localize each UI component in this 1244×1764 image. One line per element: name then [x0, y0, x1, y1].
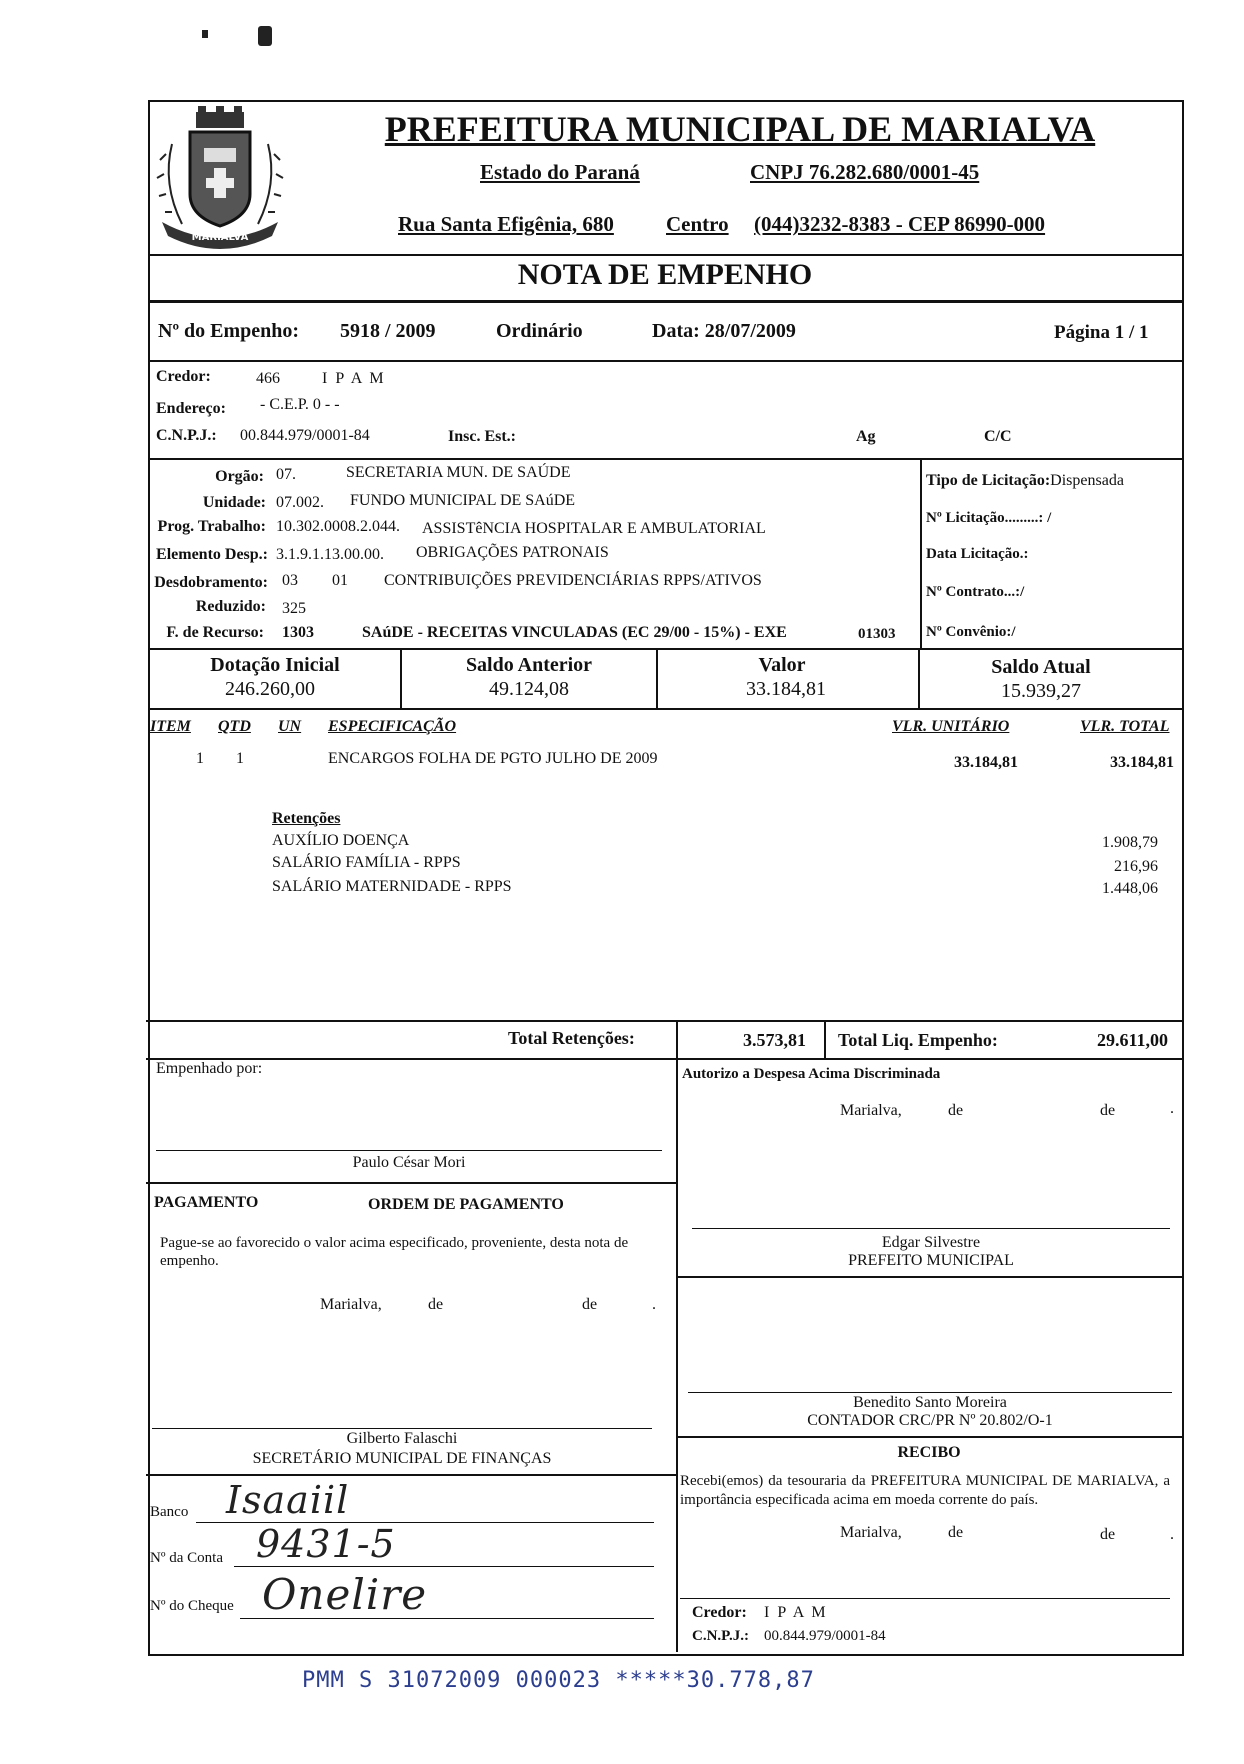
svg-text:MARIALVA: MARIALVA	[191, 232, 249, 243]
unidade-label: Unidade:	[202, 494, 266, 511]
tipo-licitacao-label	[926, 472, 1124, 490]
autorizo-date-de-1: de	[948, 1102, 964, 1119]
endereco-value: - C.E.P. 0 - -	[260, 396, 340, 413]
recibo-date-city: Marialva,	[840, 1524, 902, 1541]
unidade-code: 07.002.	[276, 494, 324, 511]
prefeito-name: Edgar Silvestre	[881, 1234, 981, 1251]
empenhado-name: Paulo César Mori	[352, 1154, 466, 1171]
prefeito-title: PREFEITO MUNICIPAL	[848, 1252, 1014, 1269]
empenho-number: 5918 / 2009	[340, 320, 436, 342]
recibo-text: Recebi(emos) da tesouraria da PREFEITURA MUNICIPAL DE MARIALVA, a importância especificada acima em moeda corrente do país.	[680, 1473, 1170, 1508]
scan-mark	[202, 30, 208, 38]
machine-stamp: PMM S 31072009 000023 *****30.778,87	[302, 1668, 815, 1693]
credor-cnpj-label: C.N.P.J.:	[156, 427, 217, 444]
retencao-value: 1.908,79	[1102, 834, 1158, 851]
saldo-atual-value: 15.939,27	[1001, 680, 1081, 702]
orgao-desc: SECRETARIA MUN. DE SAÚDE	[346, 464, 571, 481]
ag-label: Ag	[856, 428, 876, 445]
recurso-desc: SAúDE - RECEITAS VINCULADAS (EC 29/00 - 15%) - EXE	[362, 624, 787, 641]
cheque-label: Nº do Cheque	[150, 1598, 234, 1614]
prog-desc: ASSISTêNCIA HOSPITALAR E AMBULATORIAL	[422, 520, 766, 537]
page-number: Página 1 / 1	[1054, 322, 1149, 343]
dotacao-value: 246.260,00	[225, 678, 315, 700]
recibo-date-de-2: de	[1100, 1526, 1116, 1543]
reduzido-label: Reduzido:	[195, 598, 266, 615]
retencao-value: 216,96	[1114, 858, 1158, 875]
credor-label: Credor:	[156, 368, 211, 385]
desdob-code-2: 01	[332, 572, 348, 589]
data-licitacao: Data Licitação.:	[926, 546, 1029, 562]
total-liq-label: Total Liq. Empenho:	[838, 1030, 998, 1050]
orgao-code: 07.	[276, 466, 296, 483]
desdob-label: Desdobramento:	[154, 574, 268, 591]
recibo-date-de-1: de	[948, 1524, 964, 1541]
col-item: ITEM	[150, 718, 191, 735]
empenho-date: Data: 28/07/2009	[652, 320, 796, 342]
recibo-cnpj-label: C.N.P.J.:	[692, 1628, 749, 1644]
pagamento-date-de-1: de	[428, 1296, 444, 1313]
conta-handwriting: 9431-5	[256, 1522, 396, 1566]
desdob-desc: CONTRIBUIÇÕES PREVIDENCIÁRIAS RPPS/ATIVOS	[384, 572, 762, 589]
retencao-label: AUXÍLIO DOENÇA	[272, 832, 410, 849]
address: Rua Santa Efigênia, 680	[398, 212, 614, 236]
document-title: NOTA DE EMPENHO	[517, 258, 813, 291]
credor-code: 466	[256, 370, 280, 387]
autorizo-date-dot: .	[1170, 1100, 1174, 1117]
saldo-anterior-value: 49.124,08	[489, 678, 569, 700]
dotacao-label: Dotação Inicial	[210, 654, 340, 676]
coat-of-arms-icon	[152, 104, 288, 254]
recibo-date-dot: .	[1170, 1526, 1174, 1543]
desdob-code-1: 03	[282, 572, 298, 589]
prog-label: Prog. Trabalho:	[157, 518, 266, 535]
valor-label: Valor	[758, 654, 806, 676]
pague-text: Pague-se ao favorecido o valor acima especificado, proveniente, desta nota de empenho.	[160, 1235, 629, 1269]
recibo-credor-label: Credor:	[692, 1604, 747, 1621]
item-number: 1	[196, 750, 204, 767]
autorizo-date-city: Marialva,	[840, 1102, 902, 1119]
recibo-cnpj-value: 00.844.979/0001-84	[764, 1628, 886, 1644]
tipo-licitacao-value: Dispensada	[1050, 472, 1124, 489]
saldo-anterior-label: Saldo Anterior	[465, 654, 593, 676]
contador-name: Benedito Santo Moreira	[853, 1394, 1007, 1411]
conta-label: Nº da Conta	[150, 1550, 223, 1566]
empenho-label: Nº do Empenho:	[158, 320, 300, 342]
orgao-label: Orgão:	[215, 468, 264, 485]
retencao-label: SALÁRIO MATERNIDADE - RPPS	[272, 878, 512, 895]
banco-label: Banco	[150, 1504, 189, 1520]
prog-code: 10.302.0008.2.044.	[276, 518, 400, 535]
cc-label: C/C	[984, 428, 1012, 445]
saldo-atual-label: Saldo Atual	[991, 656, 1091, 678]
credor-name: I P A M	[322, 370, 386, 387]
total-retencoes-label: Total Retenções:	[508, 1028, 635, 1048]
reduzido-value: 325	[282, 600, 306, 617]
col-un: UN	[278, 718, 302, 735]
item-total: 33.184,81	[1110, 754, 1174, 771]
recibo-credor-value: I P A M	[764, 1604, 828, 1621]
empenho-type: Ordinário	[496, 320, 583, 342]
recurso-label: F. de Recurso:	[166, 624, 264, 641]
state-name: Estado do Paraná	[480, 160, 640, 184]
pagamento-date-dot: .	[652, 1296, 656, 1313]
item-unit: 33.184,81	[954, 754, 1018, 771]
col-vlr-total: VLR. TOTAL	[1080, 718, 1170, 735]
retencao-label: SALÁRIO FAMÍLIA - RPPS	[272, 854, 461, 871]
elem-label: Elemento Desp.:	[156, 546, 268, 563]
recurso-code: 1303	[282, 624, 314, 641]
municipality-title: PREFEITURA MUNICIPAL DE MARIALVA	[384, 109, 1096, 149]
pagamento-label: PAGAMENTO	[154, 1194, 259, 1211]
col-vlr-unitario: VLR. UNITÁRIO	[892, 718, 1010, 735]
item-qtd: 1	[236, 750, 244, 767]
recibo-title: RECIBO	[897, 1444, 961, 1461]
autorizo-label: Autorizo a Despesa Acima Discriminada	[682, 1066, 941, 1082]
retencoes-title: Retenções	[272, 810, 341, 827]
ordem-pagamento-label: ORDEM DE PAGAMENTO	[368, 1196, 564, 1213]
numero-convenio: Nº Convênio:/	[926, 624, 1016, 640]
unidade-desc: FUNDO MUNICIPAL DE SAúDE	[350, 492, 576, 509]
municipality-cnpj: CNPJ 76.282.680/0001-45	[750, 160, 980, 184]
elem-code: 3.1.9.1.13.00.00.	[276, 546, 384, 563]
phone-cep: (044)3232-8383 - CEP 86990-000	[754, 212, 1046, 236]
credor-cnpj: 00.844.979/0001-84	[240, 427, 370, 444]
insc-est-label: Insc. Est.:	[448, 428, 517, 445]
pagamento-date-de-2: de	[582, 1296, 598, 1313]
banco-handwriting: Isaaiil	[226, 1478, 350, 1522]
valor-value: 33.184,81	[746, 678, 826, 700]
total-liq-value: 29.611,00	[1096, 1030, 1168, 1050]
autorizo-date-de-2: de	[1100, 1102, 1116, 1119]
contador-title: CONTADOR CRC/PR Nº 20.802/O-1	[807, 1412, 1053, 1429]
scan-mark	[258, 26, 272, 46]
elem-desc: OBRIGAÇÕES PATRONAIS	[416, 544, 609, 561]
pagamento-date-city: Marialva,	[320, 1296, 382, 1313]
item-desc: ENCARGOS FOLHA DE PGTO JULHO DE 2009	[328, 750, 658, 767]
secretario-title: SECRETÁRIO MUNICIPAL DE FINANÇAS	[252, 1450, 552, 1467]
recurso-code-2: 01303	[858, 626, 896, 642]
numero-contrato: Nº Contrato...:/	[926, 584, 1025, 600]
col-especificacao: ESPECIFICAÇÃO	[328, 718, 457, 735]
total-retencoes-value: 3.573,81	[743, 1030, 806, 1050]
retencao-value: 1.448,06	[1102, 880, 1158, 897]
numero-licitacao: Nº Licitação.........: /	[926, 510, 1052, 526]
secretario-name: Gilberto Falaschi	[346, 1430, 458, 1447]
cheque-handwriting: Onelire	[262, 1570, 428, 1619]
district: Centro	[666, 212, 729, 236]
tipo-licitacao-label-text: Tipo de Licitação:	[926, 472, 1051, 489]
col-qtd: QTD	[218, 718, 251, 735]
empenhado-label: Empenhado por:	[156, 1060, 263, 1077]
endereco-label: Endereço:	[156, 400, 226, 417]
